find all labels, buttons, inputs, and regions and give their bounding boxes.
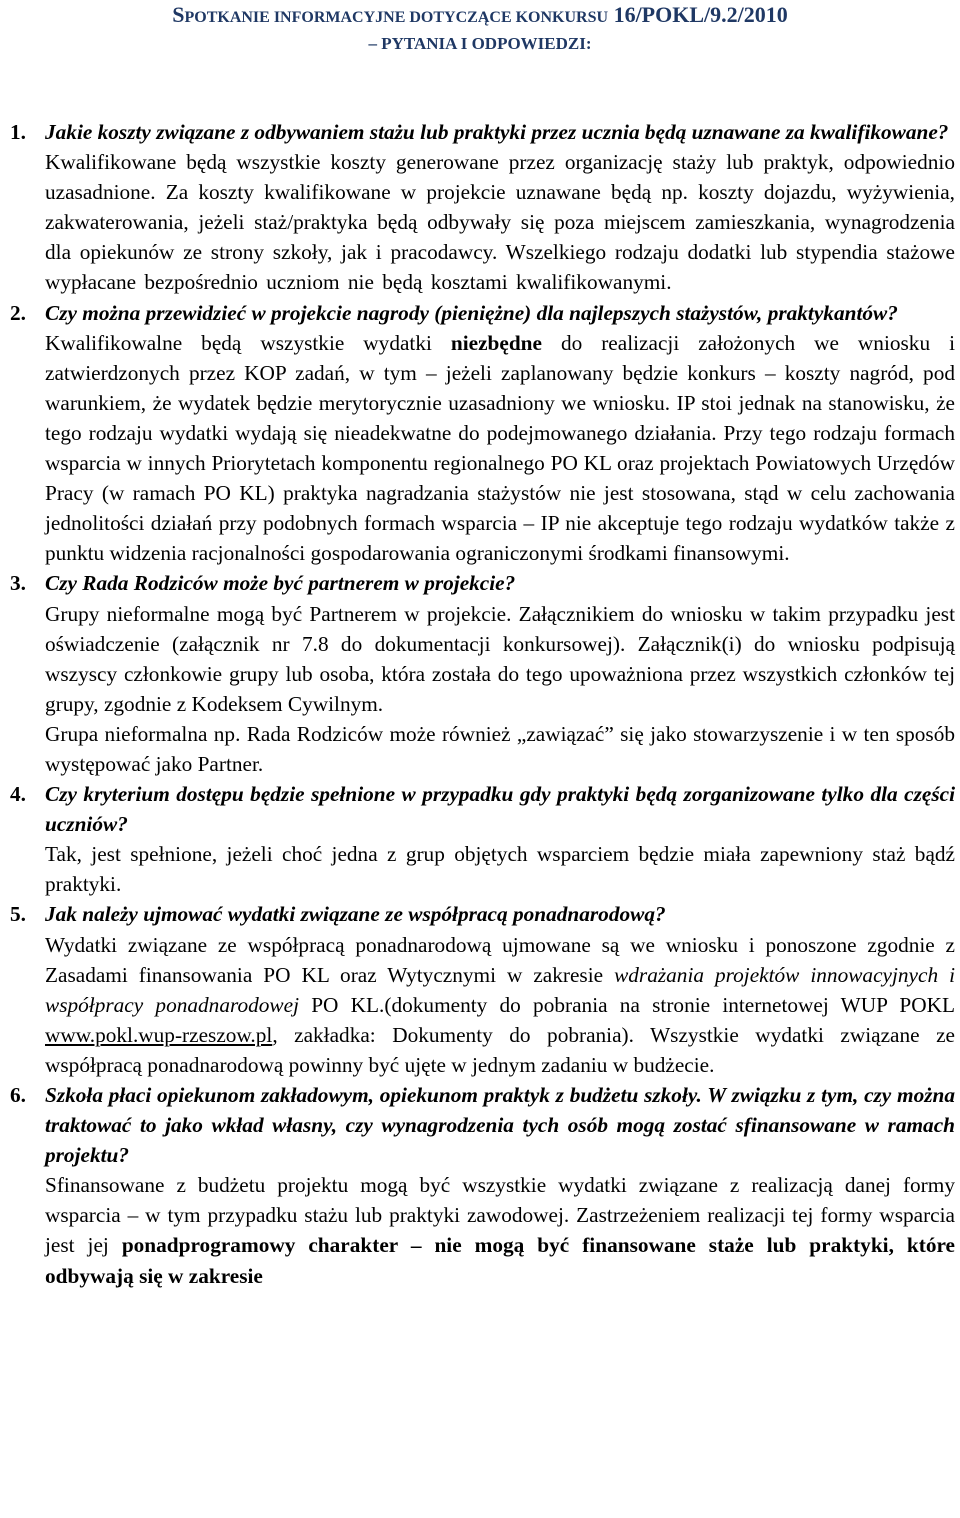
qa-item-1 [10,117,955,298]
answer-part: PO KL.(dokumenty do pobrania na stronie internetowej WUP POKL [298,992,955,1017]
item-number: 1. [10,120,26,144]
answer-part: Kwalifikowalne będą wszystkie wydatki [45,330,451,355]
qa-item-5 [10,899,955,1080]
item-number: 4. [10,782,26,807]
answer-text: Tak, jest spełnione, jeżeli choć jedna z grup objętych wsparciem będzie miała zapewniony staż bądź praktyki. [45,842,955,897]
qa-list [10,117,955,1291]
answer-part: , zakładka: Dokumenty do pobrania). Wszystkie wydatki związane ze współpracą ponadnarodową powinny być ujęte w jednym zadaniu w budżecie. [45,1022,955,1077]
title-initial: S [172,2,185,27]
question-text: Jak należy ujmować wydatki związane ze współpracą ponadnarodową? [45,902,666,927]
item-number: 5. [10,902,26,927]
item-number: 2. [10,300,26,325]
answer-text [45,328,955,569]
title-code: 16/POKL/9.2/2010 [613,2,788,27]
answer-text [45,930,955,1080]
title-caps: POTKANIE INFORMACYJNE DOTYCZĄCE KONKURSU [184,9,609,26]
answer-text [45,1170,955,1290]
qa-item-3 [10,568,955,779]
answer-text: Grupy nieformalne mogą być Partnerem w projekcie. Załącznikiem do wniosku w takim przypadku jest oświadczenie (załącznik nr 7.8 do dokumentacji konkursowej). Załącznik(i) do wniosku podpisują wszyscy członkowie grupy lub osoba, która została do tego upoważniona przez wszystkich członków tej grupy, zgodnie z Kodeksem Cywilnym. [45,601,955,716]
document-title [0,2,960,28]
qa-item-6 [10,1080,955,1291]
question-text: Jakie koszty związane z odbywaniem stażu lub praktyki przez ucznia będą uznawane za kwalifikowane? [45,120,949,144]
item-number: 6. [10,1083,26,1107]
question-text: Czy kryterium dostępu będzie spełnione w przypadku gdy praktyki będą zorganizowane tylko dla części uczniów? [45,782,955,837]
question-text: Szkoła płaci opiekunom zakładowym, opiekunom praktyk z budżetu szkoły. W związku z tym, czy można traktować to jako wkład własny, czy wynagrodzenia tych osób mogą zostać sfinansowane w ramach projektu? [45,1083,955,1168]
question-text: Czy Rada Rodziców może być partnerem w projekcie? [45,571,516,596]
answer-text: Kwalifikowane będą wszystkie koszty generowane przez organizację staży lub praktyk, odpowiednio uzasadnione. Za koszty kwalifikowane w projekcie uznawane będą np. koszty dojazdu, wyżywienia, zakwaterowania, jeżeli staż/praktyka będą odbywały się poza miejscem zamieszkania, wynagrodzenia dla opiekunów ze strony szkoły, jak i pracodawcy. Wszelkiego rodzaju dodatki lub stypendia stażowe wypłacane bezpośrednio uczniom nie będą kosztami kwalifikowanymi. [45,150,955,295]
qa-item-2 [10,298,955,569]
item-number: 3. [10,571,26,596]
answer-text-continued: Grupa nieformalna np. Rada Rodziców może również „zawiązać” się jako stowarzyszenie i w ten sposób występować jako Partner. [45,721,955,776]
answer-part: do realizacji założonych we wniosku i zatwierdzonych przez KOP zadań, w tym – jeżeli zaplanowany będzie konkurs – koszty nagród, pod warunkiem, że wydatek będzie merytorycznie uzasadniony we wniosku. IP stoi jednak na stanowisku, że tego rodzaju wydatki wydają się nieadekwatne do podejmowanego działania. Przy tego rodzaju formach wsparcia w innych Priorytetach komponentu regionalnego PO KL oraz projektach Powiatowych Urzędów Pracy (w ramach PO KL) praktyka nagradzania stażystów nie jest stosowana, stąd w celu zachowania jednolitości działań przy podobnych formach wsparcia – IP nie akceptuje tego rodzaju wydatków także z punktu widzenia racjonalności gospodarowania ograniczonymi środkami finansowymi. [45,330,955,566]
question-text: Czy można przewidzieć w projekcie nagrody (pieniężne) dla najlepszych stażystów, praktykantów? [45,300,898,325]
answer-part: Wydatki związane ze współpracą ponadnarodową ujmowane są we wniosku i ponoszone zgodnie z Zasadami finansowania PO KL oraz Wytycznymi w zakresie [45,932,955,987]
document-subtitle: – PYTANIA I ODPOWIEDZI: [368,34,592,53]
answer-emphasis: ponadprogramowy charakter – nie mogą być finansowane staże lub praktyki, które odbywają się w zakresie [45,1233,955,1288]
answer-italic: wdrażania projektów innowacyjnych i współpracy ponadnarodowej [45,962,955,1017]
answer-emphasis: niezbędne [450,330,542,355]
qa-item-4 [10,779,955,899]
answer-part: Sfinansowane z budżetu projektu mogą być wszystkie wydatki związane z realizacją danej formy wsparcia – w tym przypadku stażu lub praktyki zawodowej. Zastrzeżeniem realizacji tej formy wsparcia jest jej [45,1173,955,1258]
website-link[interactable]: www.pokl.wup-rzeszow.pl [45,1022,273,1047]
